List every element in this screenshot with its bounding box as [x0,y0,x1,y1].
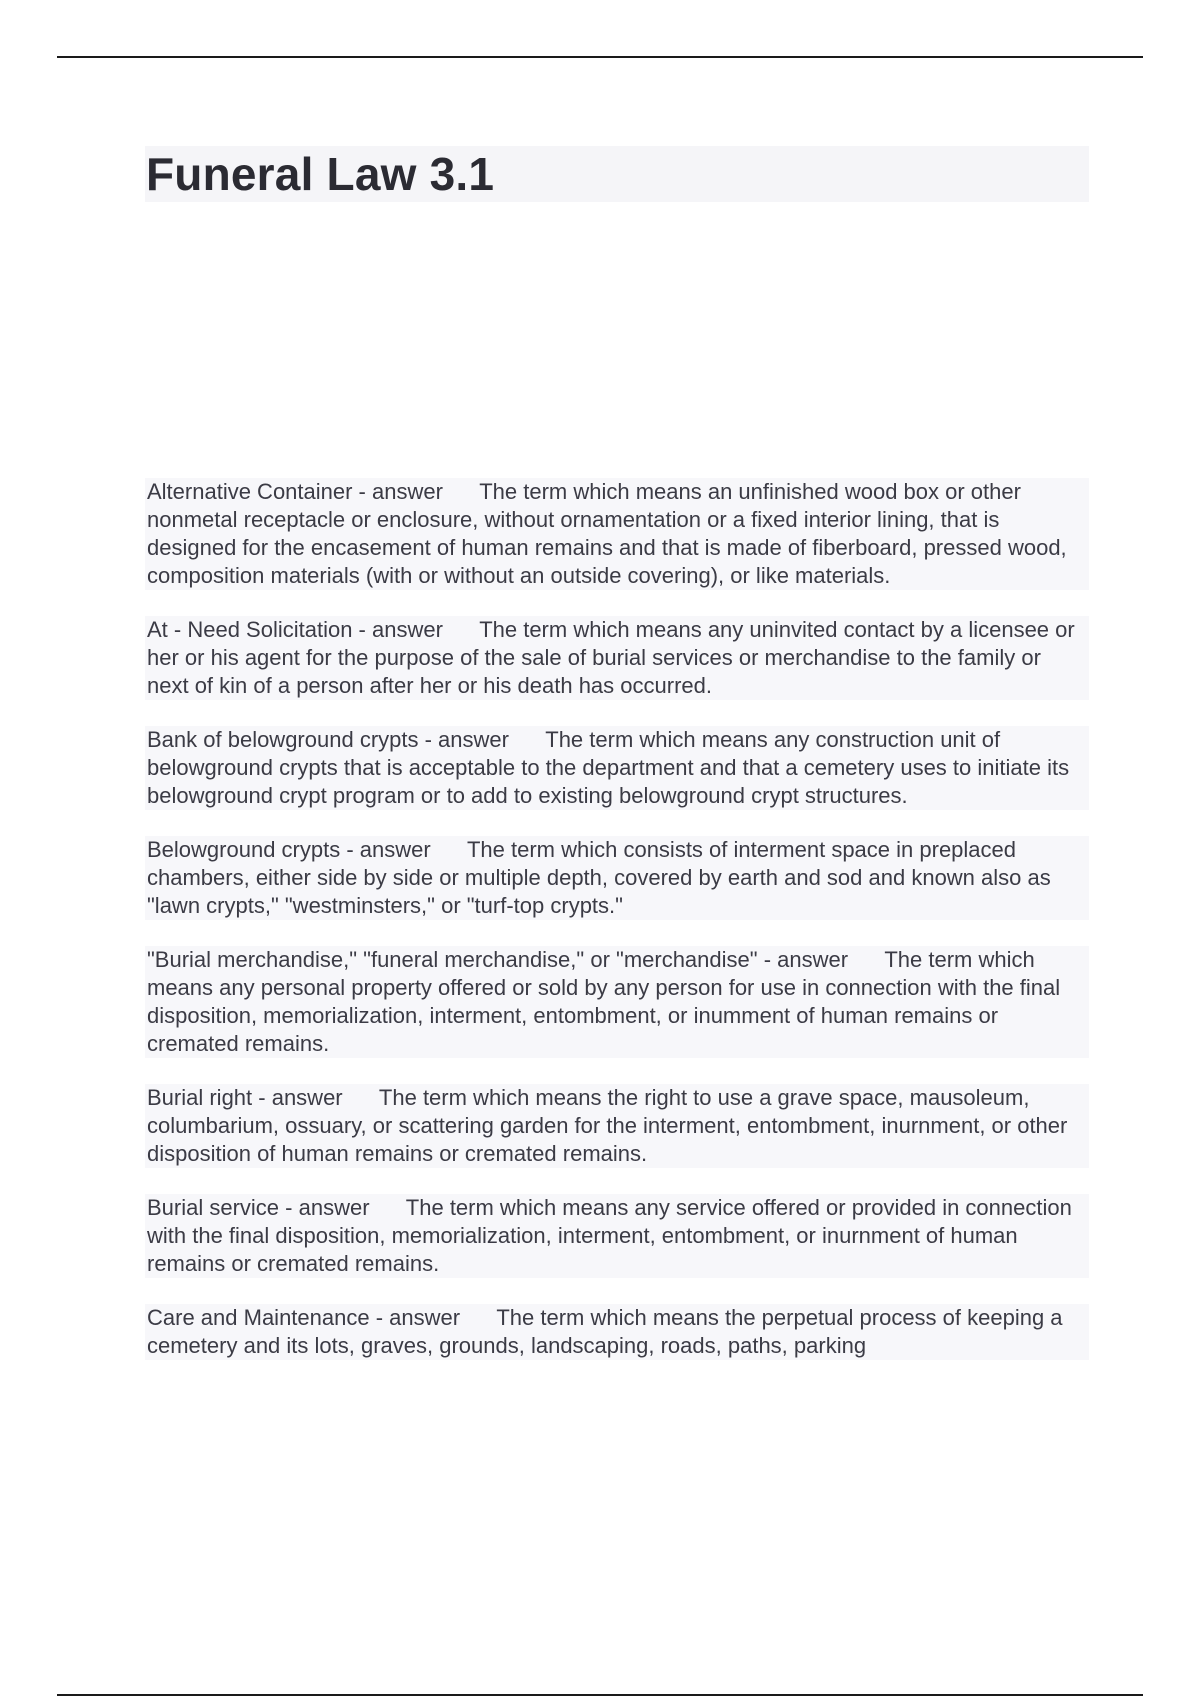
entry-definition: The term which means any personal property offered or sold by any person for use in connection with the final disposition, memorialization, interment, entombment, or inumment of human remains or cremated remains. [147,947,1061,1056]
definition-entry [145,478,1089,590]
definition-entry [145,1084,1089,1168]
entry-term: At - Need Solicitation - answer [147,617,443,642]
entry-definition: The term which means any service offered or provided in connection with the final disposition, memorialization, interment, entombment, or inurnment of human remains or cremated remains. [147,1195,1072,1276]
entry-term: Burial right - answer [147,1085,343,1110]
definition-entry [145,1304,1089,1360]
entry-separator [343,1085,379,1110]
entry-separator [431,837,467,862]
entry-separator [460,1305,496,1330]
entry-definition: The term which means any uninvited contact by a licensee or her or his agent for the purpose of the sale of burial services or merchandise to the family or next of kin of a person after her or his death has occurred. [147,617,1075,698]
entry-separator [443,617,479,642]
entry-definition: The term which consists of interment space in preplaced chambers, either side by side or multiple depth, covered by earth and sod and known also as "lawn crypts," "westminsters," or "turf-top crypts." [147,837,1051,918]
entry-term: Alternative Container - answer [147,479,443,504]
entry-definition: The term which means any construction unit of belowground crypts that is acceptable to the department and that a cemetery uses to initiate its belowground crypt program or to add to existing belowground crypt structures. [147,727,1070,808]
definition-entry [145,726,1089,810]
definition-list [145,478,1089,1386]
entry-term: Belowground crypts - answer [147,837,431,862]
definition-entry [145,616,1089,700]
definition-entry [145,1194,1089,1278]
entry-term: Bank of belowground crypts - answer [147,727,509,752]
entry-definition: The term which means the right to use a grave space, mausoleum, columbarium, ossuary, or scattering garden for the interment, entombment, inurnment, or other disposition of human remains or cremated remains. [147,1085,1068,1166]
document-title: Funeral Law 3.1 [146,148,495,200]
definition-entry [145,946,1089,1058]
entry-term: Care and Maintenance - answer [147,1305,461,1330]
entry-definition: The term which means an unfinished wood box or other nonmetal receptacle or enclosure, without ornamentation or a fixed interior lining, that is designed for the encasement of human remains and that is made of fiberboard, pressed wood, composition materials (with or without an outside covering), or like materials. [147,479,1067,588]
entry-separator [509,727,545,752]
entry-term: "Burial merchandise," "funeral merchandise," or "merchandise" - answer [147,947,849,972]
entry-separator [848,947,884,972]
top-rule [57,56,1143,58]
bottom-rule [57,1694,1143,1696]
entry-definition: The term which means the perpetual process of keeping a cemetery and its lots, graves, grounds, landscaping, roads, paths, parking [147,1305,1063,1358]
entry-term: Burial service - answer [147,1195,370,1220]
entry-separator [370,1195,406,1220]
definition-entry [145,836,1089,920]
entry-separator [443,479,479,504]
